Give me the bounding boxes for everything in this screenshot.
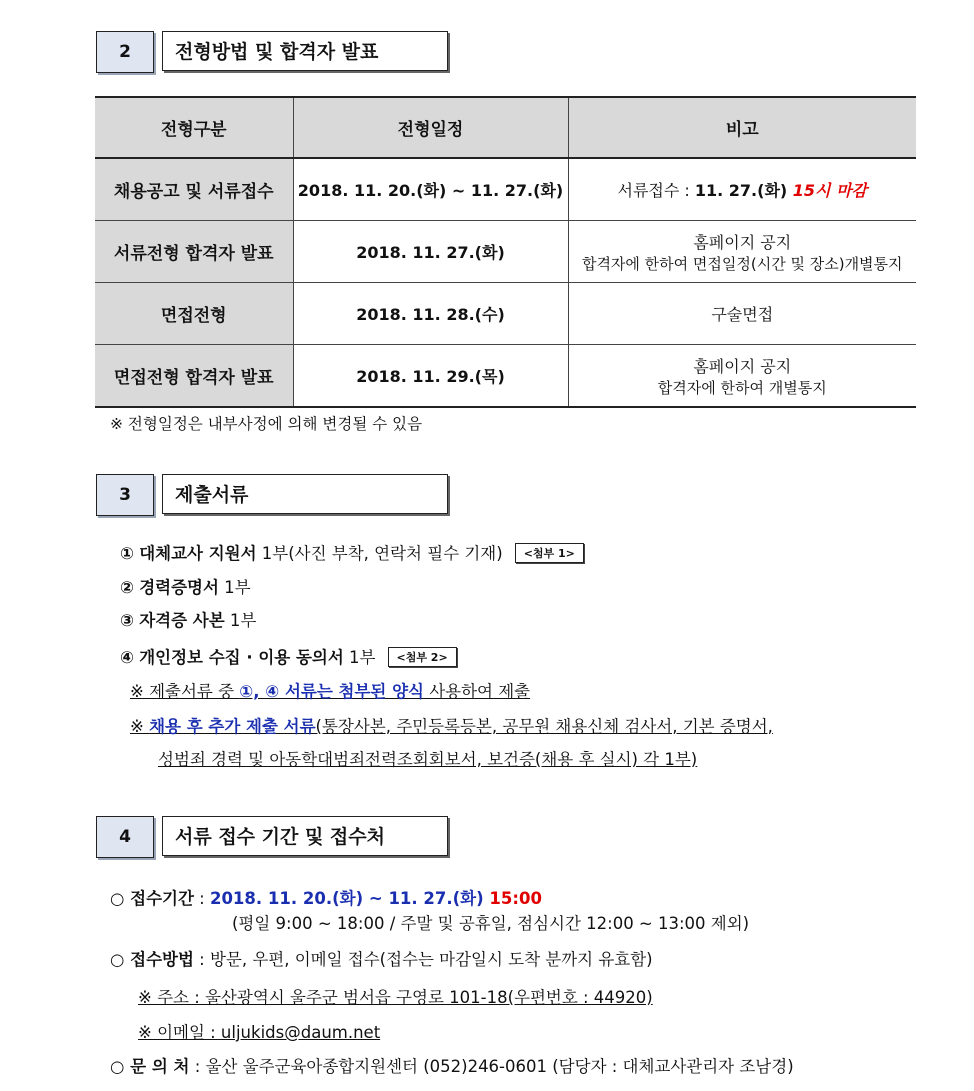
additional-docs-line2: 성범죄 경력 및 아동학대범죄전력조회회보서, 보건증(채용 후 실시) 각 1부) xyxy=(158,750,698,769)
additional-docs-note xyxy=(130,713,773,737)
row-category: 면접전형 합격자 발표 xyxy=(95,345,293,408)
contact-line xyxy=(110,1053,794,1077)
section-title: 전형방법 및 합격자 발표 xyxy=(162,31,448,71)
note-line: 합격자에 한하여 개별통지 xyxy=(657,378,827,397)
section-title: 제출서류 xyxy=(162,474,448,514)
period-sep: : xyxy=(193,889,210,908)
note-prefix: ※ 제출서류 중 xyxy=(130,682,240,701)
reception-method xyxy=(110,946,653,970)
item-name: 개인정보 수집 · 이용 동의서 xyxy=(139,648,344,667)
form-note xyxy=(130,678,530,702)
row-category: 채용공고 및 서류접수 xyxy=(95,158,293,221)
note-deadline: 15시 마감 xyxy=(787,181,867,200)
header-schedule: 전형일정 xyxy=(293,97,568,158)
item-detail: 1부 xyxy=(224,611,257,630)
item-number: ① xyxy=(120,544,134,563)
note-rest: (통장사본, 주민등록등본, 공무원 채용신체 검사서, 기본 증명서, xyxy=(315,717,773,736)
address-line: ※ 주소 : 울산광역시 울주군 범서읍 구영로 101-18(우편번호 : 44920) xyxy=(138,988,653,1007)
period-time: 15:00 xyxy=(483,889,542,908)
row-note xyxy=(568,221,916,283)
note-date: 11. 27.(화) xyxy=(694,181,788,200)
period-hours: (평일 9:00 ~ 18:00 / 주말 및 공휴일, 점심시간 12:00 ~ 13:00 제외) xyxy=(232,914,750,933)
method-label: ○ 접수방법 xyxy=(110,950,194,969)
section-number: 4 xyxy=(96,816,154,858)
section-title: 서류 접수 기간 및 접수처 xyxy=(162,816,448,856)
schedule-table xyxy=(95,96,916,408)
row-note: 구술면접 xyxy=(568,283,916,345)
row-category: 면접전형 xyxy=(95,283,293,345)
item-number: ④ xyxy=(120,648,134,667)
item-number: ③ xyxy=(120,611,134,630)
table-header-row xyxy=(95,97,916,158)
note-highlight: ①, ④ 서류는 첨부된 양식 xyxy=(239,682,424,701)
reception-period xyxy=(110,885,542,909)
note-highlight: 채용 후 추가 제출 서류 xyxy=(149,717,316,736)
document-item xyxy=(120,607,256,631)
header-category: 전형구분 xyxy=(95,97,293,158)
note-line: 홈페이지 공지 xyxy=(693,356,792,376)
attachment-tag: <첨부 1> xyxy=(515,543,584,563)
document-item xyxy=(120,644,457,668)
note-prefix: 서류접수 : xyxy=(617,181,695,200)
row-date: 2018. 11. 28.(수) xyxy=(293,283,568,345)
contact-text: : 울산 울주군육아종합지원센터 (052)246-0601 (담당자 : 대체교사관리자 조남경) xyxy=(189,1057,794,1076)
table-row xyxy=(95,345,916,408)
row-date: 2018. 11. 29.(목) xyxy=(293,345,568,408)
item-detail: 1부 xyxy=(343,648,376,667)
item-detail: 1부 xyxy=(218,578,251,597)
row-category: 서류전형 합격자 발표 xyxy=(95,221,293,283)
item-name: 경력증명서 xyxy=(139,578,219,597)
schedule-footnote: ※ 전형일정은 내부사정에 의해 변경될 수 있음 xyxy=(110,415,423,433)
item-name: 자격증 사본 xyxy=(139,611,225,630)
row-note xyxy=(568,345,916,408)
period-label: ○ 접수기간 xyxy=(110,889,194,908)
item-name: 대체교사 지원서 xyxy=(139,544,257,563)
note-line: 홈페이지 공지 xyxy=(693,232,792,252)
method-text: : 방문, 우편, 이메일 접수(접수는 마감일시 도착 분까지 유효함) xyxy=(193,950,653,969)
row-date: 2018. 11. 27.(화) xyxy=(293,221,568,283)
item-number: ② xyxy=(120,578,134,597)
document-item xyxy=(120,574,251,598)
header-remarks: 비고 xyxy=(568,97,916,158)
row-date: 2018. 11. 20.(화) ~ 11. 27.(화) xyxy=(293,158,568,221)
table-row xyxy=(95,221,916,283)
section-number: 3 xyxy=(96,474,154,516)
item-detail: 1부(사진 부착, 연락처 필수 기재) xyxy=(256,544,503,563)
email-line: ※ 이메일 : uljukids@daum.net xyxy=(138,1023,381,1042)
section-number: 2 xyxy=(96,31,154,73)
period-dates: 2018. 11. 20.(화) ~ 11. 27.(화) xyxy=(209,889,484,908)
table-row xyxy=(95,158,916,221)
row-note xyxy=(568,158,916,221)
note-suffix: 사용하여 제출 xyxy=(423,682,531,701)
attachment-tag: <첨부 2> xyxy=(388,647,457,667)
note-prefix: ※ xyxy=(130,717,150,736)
contact-label: ○ 문 의 처 xyxy=(110,1057,190,1076)
document-item xyxy=(120,540,584,564)
note-line: 합격자에 한하여 면접일정(시간 및 장소)개별통지 xyxy=(581,254,903,273)
table-row xyxy=(95,283,916,345)
